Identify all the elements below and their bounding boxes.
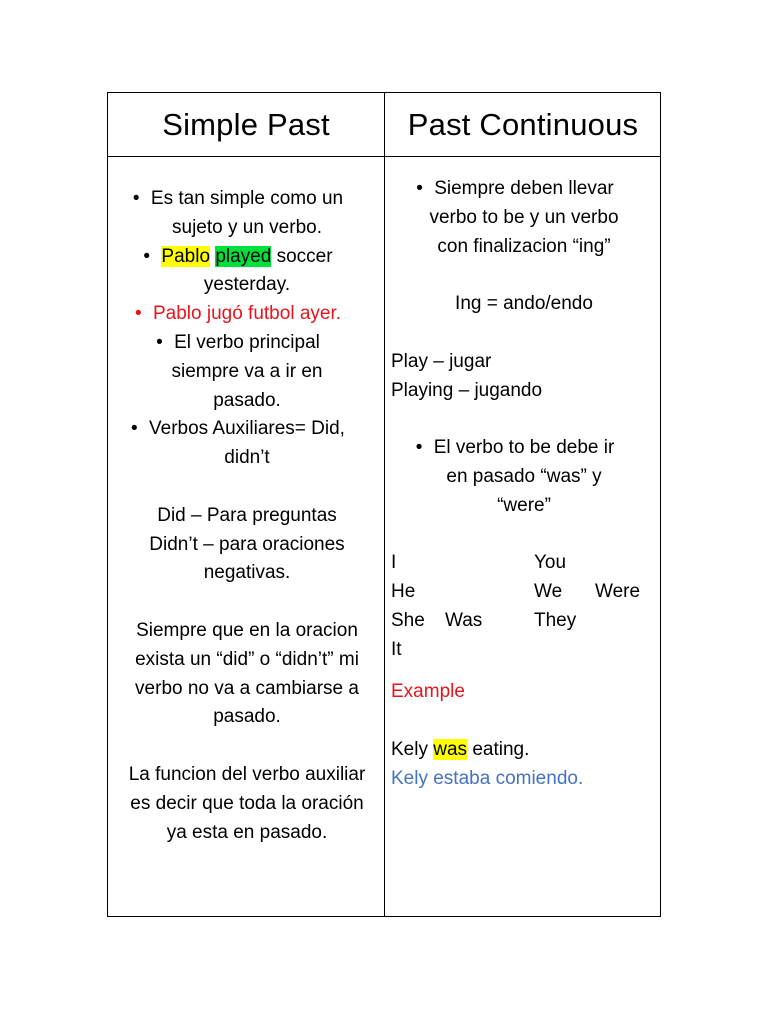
bullet-example-spanish: • Pablo jugó futbol ayer. xyxy=(114,300,380,329)
pronoun-you: You xyxy=(534,552,567,574)
example-translation: Kely estaba comiendo. xyxy=(391,767,584,789)
past-continuous-cell xyxy=(391,157,657,794)
playing-translation: Playing – jugando xyxy=(391,379,543,401)
paragraph-did: Did – Para preguntas Didn’t – para oraciones negativas. xyxy=(149,504,345,584)
header-past-continuous: Past Continuous xyxy=(407,106,639,142)
bullet-to-be: • El verbo to be debe ir en pasado “was” y “were” xyxy=(391,434,657,520)
verb-was: Was xyxy=(445,609,483,631)
example-label: Example xyxy=(391,681,465,703)
pronoun-table xyxy=(391,549,657,664)
bullet-simple-definition: • Es tan simple como un sujeto y un verbo. xyxy=(114,185,380,243)
play-translation: Play – jugar xyxy=(391,350,492,372)
pronoun-it: It xyxy=(391,638,402,660)
example-sentence: Kely was eating. xyxy=(391,738,530,760)
pronoun-he: He xyxy=(391,581,416,603)
highlight-pablo: Pablo xyxy=(161,245,211,267)
bullet-main-verb: • El verbo principal siempre va a ir en pasado. xyxy=(114,329,380,415)
simple-past-cell xyxy=(114,157,380,847)
pronoun-she: She xyxy=(391,609,425,631)
paragraph-rule: Siempre que en la oracion exista un “did” o “didn’t” mi verbo no va a cambiarse a pasado. xyxy=(135,619,359,728)
header-simple-past: Simple Past xyxy=(162,106,330,142)
bullet-structure: • Siempre deben llevar verbo to be y un verbo con finalizacion “ing” xyxy=(391,175,657,261)
bullet-example-english: • Pablo played soccer yesterday. xyxy=(114,243,380,301)
comparison-table xyxy=(107,92,661,917)
paragraph-auxiliary-function: La funcion del verbo auxiliar es decir que toda la oración ya esta en pasado. xyxy=(128,763,366,843)
verb-were: Were xyxy=(595,581,641,603)
pronoun-i: I xyxy=(391,552,397,574)
bullet-auxiliary: • Verbos Auxiliares= Did, didn’t xyxy=(114,415,380,473)
column-divider xyxy=(384,93,385,916)
pronoun-we: We xyxy=(534,581,563,603)
pronoun-they: They xyxy=(534,609,577,631)
ing-rule: Ing = ando/endo xyxy=(455,293,593,315)
highlight-played: played xyxy=(215,245,272,267)
highlight-was: was xyxy=(433,738,468,760)
